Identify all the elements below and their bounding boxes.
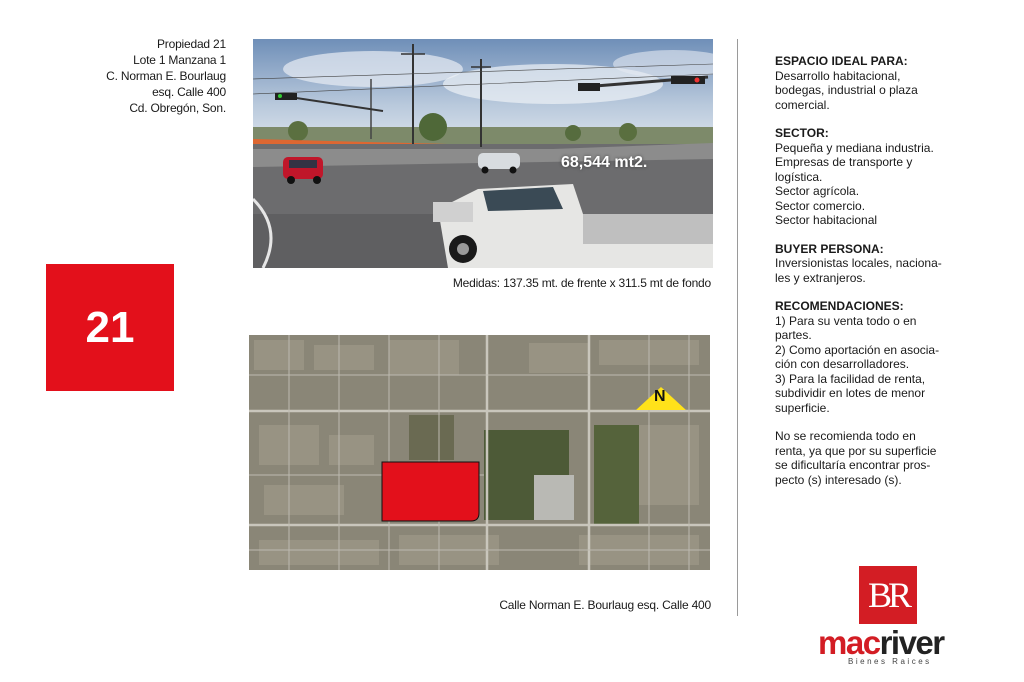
vertical-divider xyxy=(737,39,738,616)
info-column xyxy=(775,54,975,501)
map-caption: Calle Norman E. Bourlaug esq. Calle 400 xyxy=(499,598,711,612)
street-photo xyxy=(253,39,713,268)
property-number-badge xyxy=(46,264,174,391)
address-line: esq. Calle 400 xyxy=(152,85,226,99)
br-monogram-text: BR xyxy=(867,575,909,615)
section-line: pecto (s) interesado (s). xyxy=(775,472,902,487)
br-monogram xyxy=(859,566,917,624)
section-line: se dificultaría encontrar pros- xyxy=(775,458,931,472)
section-line: Sector agrícola. xyxy=(775,184,860,198)
section-line: 1) Para su venta todo o en xyxy=(775,313,917,328)
address-line: Lote 1 Manzana 1 xyxy=(133,53,226,67)
macriver-logo xyxy=(812,560,962,670)
section-line: Inversionistas locales, naciona- xyxy=(775,256,942,270)
area-label: 68,544 mt2. xyxy=(561,154,648,171)
property-number: 21 xyxy=(85,302,135,352)
section-line: bodegas, industrial o plaza xyxy=(775,83,918,97)
north-indicator: N xyxy=(654,388,666,405)
section-line: 3) Para la facilidad de renta, xyxy=(775,371,926,386)
address-line: Propiedad 21 xyxy=(157,37,226,51)
address-line: C. Norman E. Bourlaug xyxy=(106,69,226,83)
brand-river: river xyxy=(879,624,944,661)
section-line: subdividir en lotes de menor xyxy=(775,386,926,400)
property-address xyxy=(106,36,226,116)
section-line: No se recomienda todo en xyxy=(775,429,916,443)
section-line: partes. xyxy=(775,328,812,342)
section-line: Sector habitacional xyxy=(775,213,878,227)
section-sector xyxy=(775,126,975,228)
brand-subtitle: Bienes Raices xyxy=(848,657,932,666)
section-line: logística. xyxy=(775,169,823,184)
section-heading: BUYER PERSONA: xyxy=(775,241,884,256)
section-line: Desarrollo habitacional, xyxy=(775,68,901,83)
section-line: comercial. xyxy=(775,97,830,112)
section-line: ción con desarrolladores. xyxy=(775,357,910,371)
satellite-map xyxy=(249,335,710,570)
section-buyer-persona xyxy=(775,242,975,286)
section-line: renta, ya que por su superficie xyxy=(775,443,937,458)
section-line: les y extranjeros. xyxy=(775,270,866,285)
brand-mac: mac xyxy=(818,624,880,661)
section-line: superficie. xyxy=(775,400,830,415)
section-nota xyxy=(775,429,975,487)
section-heading: ESPACIO IDEAL PARA: xyxy=(775,54,908,68)
section-heading: SECTOR: xyxy=(775,126,829,140)
section-line: Sector comercio. xyxy=(775,198,866,213)
section-line: Pequeña y mediana industria. xyxy=(775,140,934,155)
section-line: 2) Como aportación en asocia- xyxy=(775,342,940,357)
address-line: Cd. Obregón, Son. xyxy=(129,101,226,115)
section-espacio-ideal xyxy=(775,54,975,112)
measurements-caption: Medidas: 137.35 mt. de frente x 311.5 mt de fondo xyxy=(452,276,711,290)
satellite-map-illustration xyxy=(249,335,710,570)
section-recomendaciones xyxy=(775,299,975,415)
section-heading: RECOMENDACIONES: xyxy=(775,299,904,313)
section-line: Empresas de transporte y xyxy=(775,155,913,169)
